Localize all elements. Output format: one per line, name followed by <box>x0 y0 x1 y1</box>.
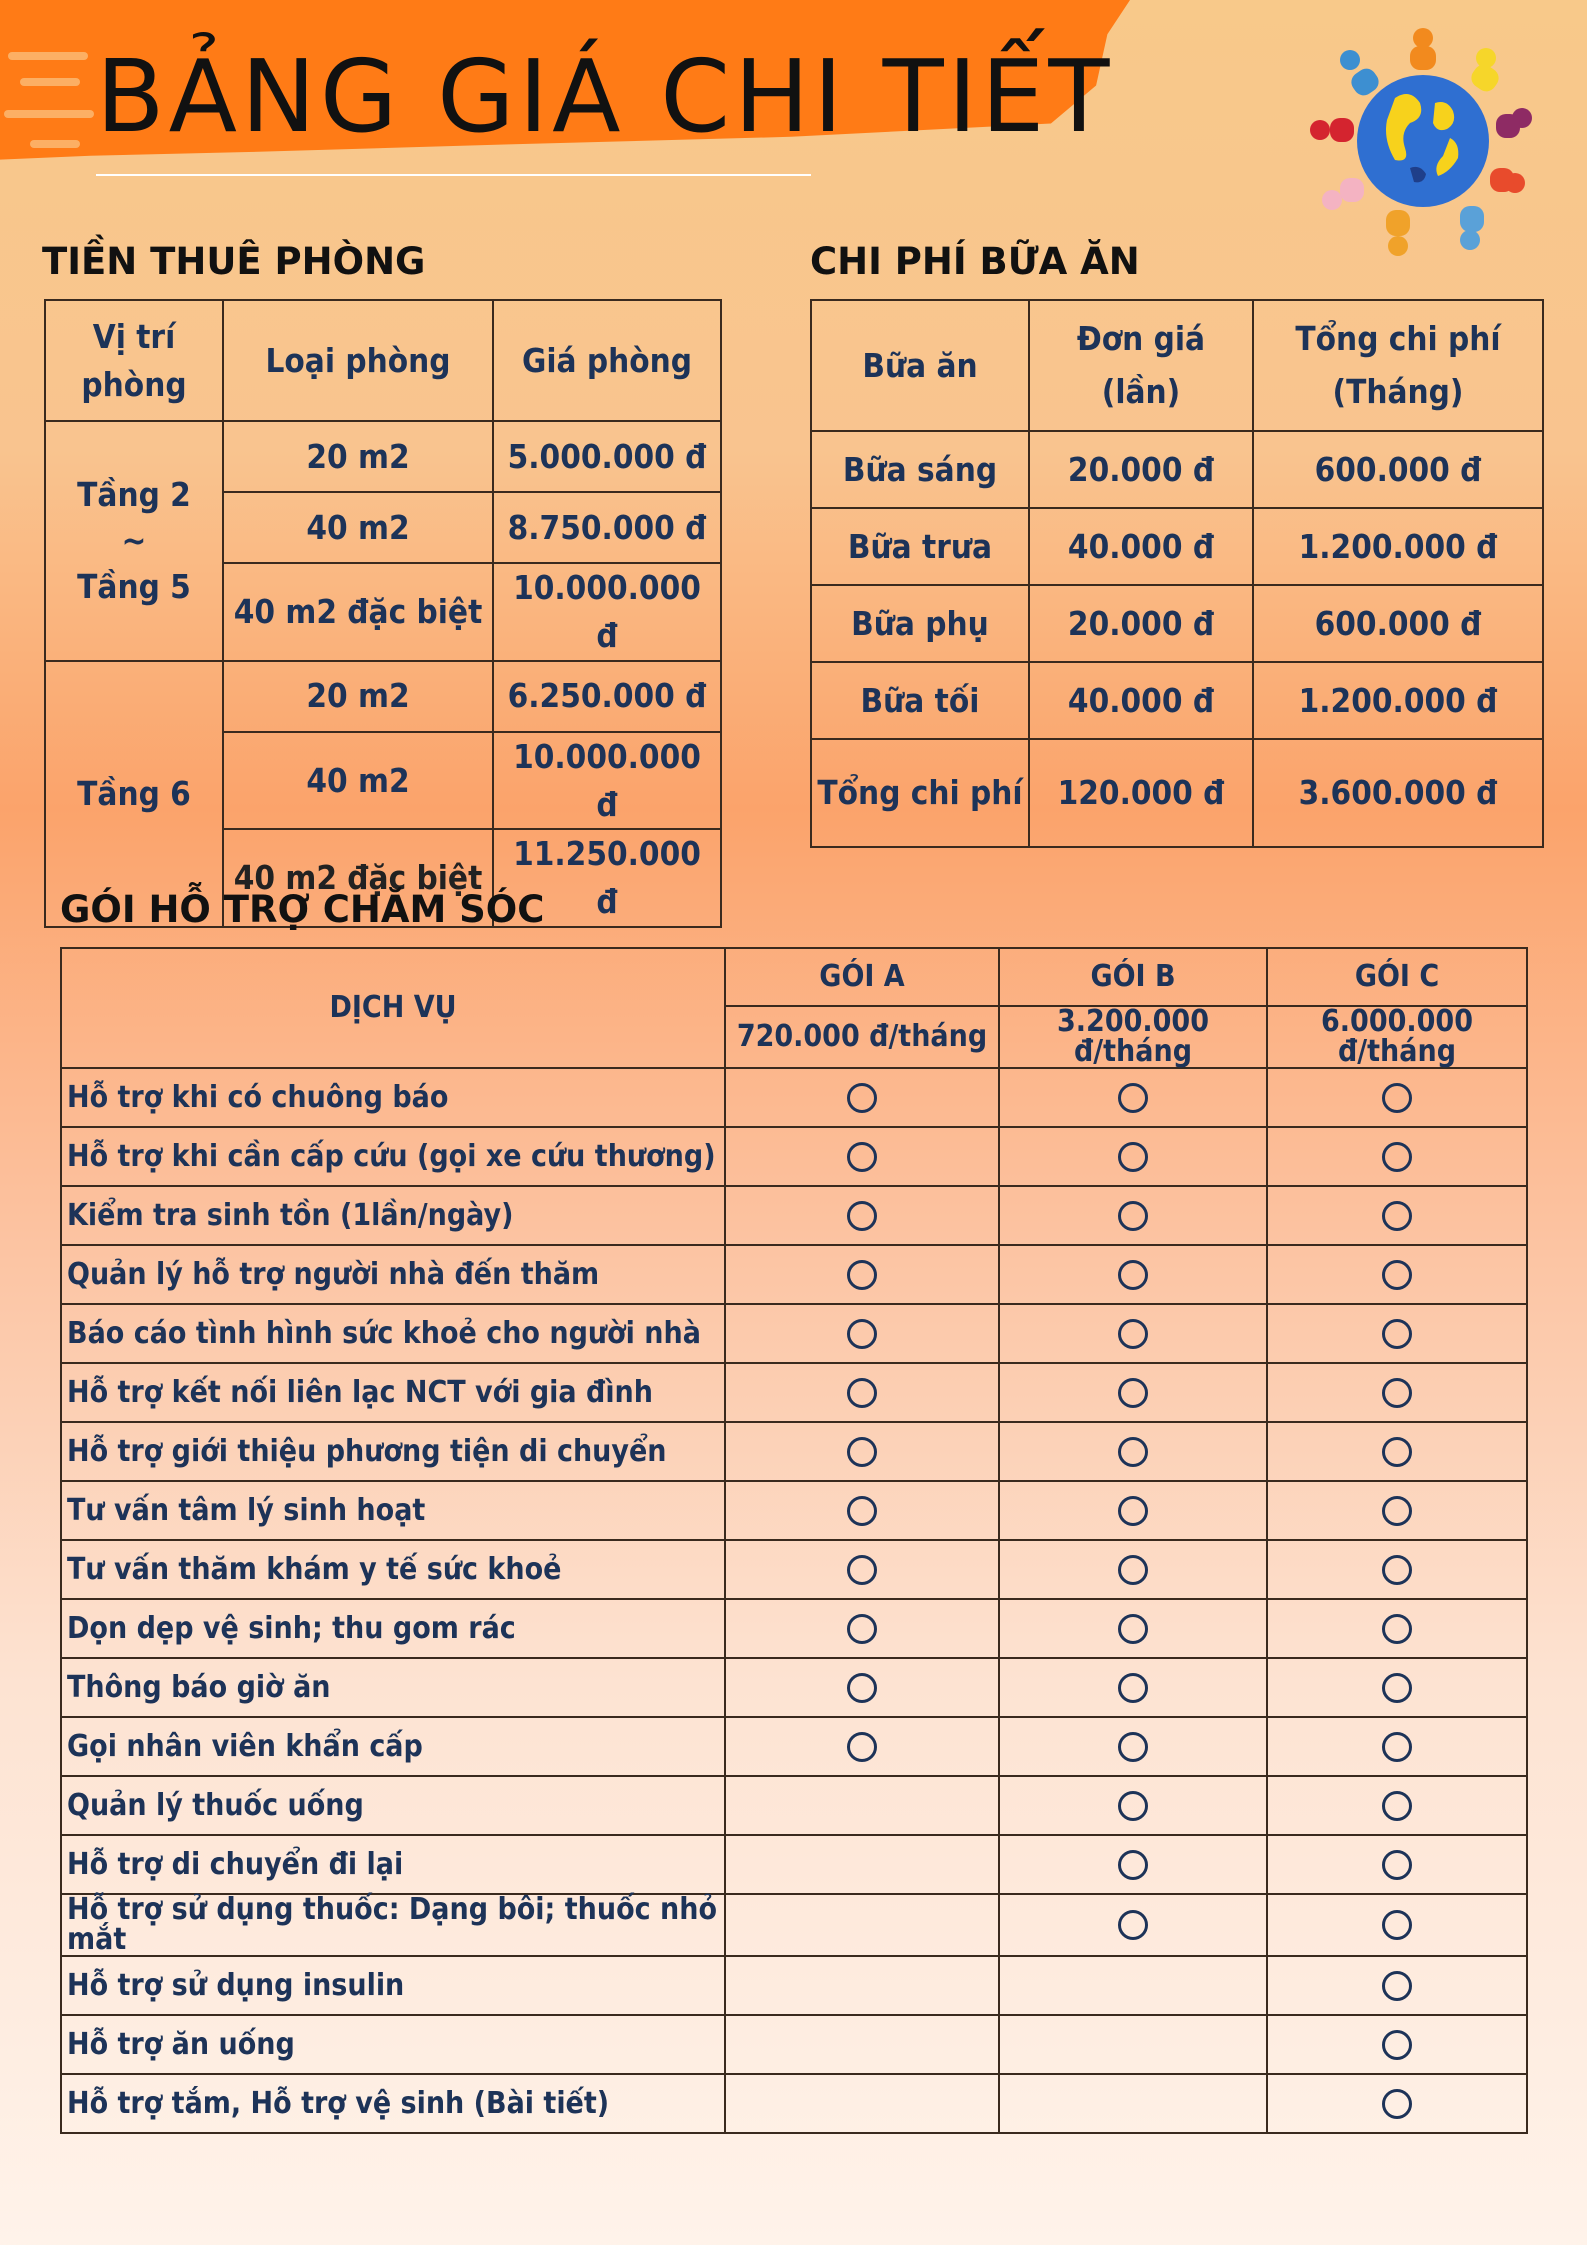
included-circle-icon <box>847 1142 877 1172</box>
package-a-cell <box>725 1068 999 1127</box>
brush-stroke <box>4 110 94 118</box>
brush-stroke <box>20 78 80 86</box>
service-row <box>61 1599 1527 1658</box>
package-b-cell <box>999 1658 1267 1717</box>
included-circle-icon <box>1382 1319 1412 1349</box>
meal-section-title: CHI PHÍ BỮA ĂN <box>810 240 1140 283</box>
service-row <box>61 1540 1527 1599</box>
meal-total-monthly: 3.600.000 đ <box>1253 739 1543 847</box>
included-circle-icon <box>847 1260 877 1290</box>
package-c-cell <box>1267 1186 1527 1245</box>
service-name: Gọi nhân viên khẩn cấp <box>61 1717 725 1776</box>
package-a-cell <box>725 1894 999 1956</box>
included-circle-icon <box>847 1201 877 1231</box>
included-circle-icon <box>1382 1971 1412 2001</box>
package-a-cell <box>725 1776 999 1835</box>
package-c-cell <box>1267 1776 1527 1835</box>
service-name: Hỗ trợ kết nối liên lạc NCT với gia đình <box>61 1363 725 1422</box>
package-c-cell <box>1267 1304 1527 1363</box>
package-b-cell <box>999 1717 1267 1776</box>
package-b-cell <box>999 1363 1267 1422</box>
package-a-name: GÓI A <box>725 948 999 1006</box>
rent-price: 5.000.000 đ <box>493 421 721 492</box>
service-row <box>61 1245 1527 1304</box>
package-b-cell <box>999 1599 1267 1658</box>
included-circle-icon <box>1382 1437 1412 1467</box>
included-circle-icon <box>847 1673 877 1703</box>
care-table-body <box>61 1068 1527 2133</box>
package-b-cell <box>999 1835 1267 1894</box>
rent-table <box>44 299 722 928</box>
service-row <box>61 1717 1527 1776</box>
included-circle-icon <box>847 1083 877 1113</box>
package-a-cell <box>725 1835 999 1894</box>
rent-section-title: TIỀN THUÊ PHÒNG <box>42 240 426 283</box>
included-circle-icon <box>847 1496 877 1526</box>
package-b-price: 3.200.000 đ/tháng <box>999 1006 1267 1068</box>
included-circle-icon <box>1118 1555 1148 1585</box>
included-circle-icon <box>847 1732 877 1762</box>
package-a-cell <box>725 1481 999 1540</box>
meal-monthly-total: 600.000 đ <box>1253 431 1543 508</box>
rent-floor-group: Tầng 6 <box>45 661 223 927</box>
package-b-cell <box>999 1068 1267 1127</box>
service-name: Hỗ trợ khi có chuông báo <box>61 1068 725 1127</box>
service-row <box>61 1658 1527 1717</box>
rent-room-type: 40 m2 đặc biệt <box>223 829 493 927</box>
title-underline <box>96 174 811 176</box>
rent-header-room-type: Loại phòng <box>223 300 493 421</box>
service-name: Hỗ trợ ăn uống <box>61 2015 725 2074</box>
service-row <box>61 2074 1527 2133</box>
package-a-cell <box>725 2074 999 2133</box>
package-a-cell <box>725 1186 999 1245</box>
service-row <box>61 1776 1527 1835</box>
included-circle-icon <box>1382 2030 1412 2060</box>
care-header-service: DỊCH VỤ <box>61 948 725 1068</box>
package-c-name: GÓI C <box>1267 948 1527 1006</box>
package-a-cell <box>725 1245 999 1304</box>
globe-people-logo <box>1300 18 1546 264</box>
meal-total-label: Tổng chi phí <box>811 739 1029 847</box>
package-c-cell <box>1267 1599 1527 1658</box>
included-circle-icon <box>1118 1142 1148 1172</box>
meal-header-unit-price: Đơn giá (lần) <box>1029 300 1253 431</box>
package-a-cell <box>725 1717 999 1776</box>
included-circle-icon <box>1382 1732 1412 1762</box>
package-b-cell <box>999 1894 1267 1956</box>
package-c-cell <box>1267 2074 1527 2133</box>
service-row <box>61 1481 1527 1540</box>
rent-header-price: Giá phòng <box>493 300 721 421</box>
package-c-cell <box>1267 1245 1527 1304</box>
included-circle-icon <box>1118 1910 1148 1940</box>
package-a-price: 720.000 đ/tháng <box>725 1006 999 1068</box>
included-circle-icon <box>1382 1496 1412 1526</box>
package-a-cell <box>725 1599 999 1658</box>
package-c-cell <box>1267 1481 1527 1540</box>
package-c-cell <box>1267 1956 1527 2015</box>
meal-monthly-total: 1.200.000 đ <box>1253 662 1543 739</box>
service-name: Hỗ trợ khi cần cấp cứu (gọi xe cứu thương) <box>61 1127 725 1186</box>
included-circle-icon <box>1118 1850 1148 1880</box>
meal-unit-price: 20.000 đ <box>1029 431 1253 508</box>
package-c-cell <box>1267 1658 1527 1717</box>
service-row <box>61 1956 1527 2015</box>
rent-room-type: 40 m2 <box>223 732 493 830</box>
rent-price: 8.750.000 đ <box>493 492 721 563</box>
package-b-cell <box>999 1540 1267 1599</box>
service-name: Tư vấn thăm khám y tế sức khoẻ <box>61 1540 725 1599</box>
service-row <box>61 1304 1527 1363</box>
service-name: Dọn dẹp vệ sinh; thu gom rác <box>61 1599 725 1658</box>
package-c-cell <box>1267 1422 1527 1481</box>
meal-name: Bữa trưa <box>811 508 1029 585</box>
package-a-cell <box>725 1658 999 1717</box>
meal-name: Bữa phụ <box>811 585 1029 662</box>
included-circle-icon <box>847 1319 877 1349</box>
service-name: Kiểm tra sinh tồn (1lần/ngày) <box>61 1186 725 1245</box>
included-circle-icon <box>1118 1496 1148 1526</box>
package-c-cell <box>1267 1717 1527 1776</box>
package-a-cell <box>725 1304 999 1363</box>
meal-header-monthly-total: Tổng chi phí (Tháng) <box>1253 300 1543 431</box>
included-circle-icon <box>1382 1555 1412 1585</box>
package-b-name: GÓI B <box>999 948 1267 1006</box>
service-name: Thông báo giờ ăn <box>61 1658 725 1717</box>
service-name: Hỗ trợ giới thiệu phương tiện di chuyển <box>61 1422 725 1481</box>
included-circle-icon <box>1118 1614 1148 1644</box>
package-b-cell <box>999 1127 1267 1186</box>
included-circle-icon <box>1382 1142 1412 1172</box>
meal-unit-price: 40.000 đ <box>1029 662 1253 739</box>
meal-monthly-total: 1.200.000 đ <box>1253 508 1543 585</box>
included-circle-icon <box>1382 1910 1412 1940</box>
meal-unit-price: 40.000 đ <box>1029 508 1253 585</box>
rent-room-type: 20 m2 <box>223 421 493 492</box>
included-circle-icon <box>1382 1201 1412 1231</box>
included-circle-icon <box>1118 1319 1148 1349</box>
included-circle-icon <box>1382 1083 1412 1113</box>
rent-floor-group: Tầng 2 ~ Tầng 5 <box>45 421 223 661</box>
package-c-price: 6.000.000 đ/tháng <box>1267 1006 1527 1068</box>
service-row <box>61 1894 1527 1956</box>
service-name: Báo cáo tình hình sức khoẻ cho người nhà <box>61 1304 725 1363</box>
included-circle-icon <box>847 1555 877 1585</box>
meal-monthly-total: 600.000 đ <box>1253 585 1543 662</box>
brush-stroke <box>30 140 80 148</box>
package-c-cell <box>1267 1540 1527 1599</box>
package-a-cell <box>725 1127 999 1186</box>
rent-room-type: 20 m2 <box>223 661 493 732</box>
rent-room-type: 40 m2 <box>223 492 493 563</box>
package-a-cell <box>725 2015 999 2074</box>
rent-price: 10.000.000 đ <box>493 563 721 661</box>
service-name: Hỗ trợ di chuyển đi lại <box>61 1835 725 1894</box>
service-row <box>61 2015 1527 2074</box>
service-row <box>61 1186 1527 1245</box>
meal-header-name: Bữa ăn <box>811 300 1029 431</box>
package-b-cell <box>999 1186 1267 1245</box>
rent-header-position: Vị trí phòng <box>45 300 223 421</box>
included-circle-icon <box>1382 1673 1412 1703</box>
package-a-cell <box>725 1956 999 2015</box>
included-circle-icon <box>1382 2089 1412 2119</box>
included-circle-icon <box>847 1378 877 1408</box>
package-a-cell <box>725 1363 999 1422</box>
meal-total-unit-price: 120.000 đ <box>1029 739 1253 847</box>
service-row <box>61 1127 1527 1186</box>
service-name: Quản lý hỗ trợ người nhà đến thăm <box>61 1245 725 1304</box>
package-b-cell <box>999 2074 1267 2133</box>
package-b-cell <box>999 1304 1267 1363</box>
included-circle-icon <box>1118 1673 1148 1703</box>
package-b-cell <box>999 1481 1267 1540</box>
included-circle-icon <box>1118 1201 1148 1231</box>
included-circle-icon <box>1382 1378 1412 1408</box>
care-package-table <box>60 947 1528 2134</box>
package-b-cell <box>999 1956 1267 2015</box>
package-c-cell <box>1267 1363 1527 1422</box>
included-circle-icon <box>1118 1378 1148 1408</box>
service-row <box>61 1835 1527 1894</box>
rent-price: 11.250.000 đ <box>493 829 721 927</box>
meal-unit-price: 20.000 đ <box>1029 585 1253 662</box>
meal-name: Bữa sáng <box>811 431 1029 508</box>
service-row <box>61 1363 1527 1422</box>
page-title: BẢNG GIÁ CHI TIẾT <box>96 38 1114 155</box>
figure-orange <box>1410 28 1436 70</box>
service-name: Hỗ trợ sử dụng insulin <box>61 1956 725 2015</box>
meal-table <box>810 299 1544 848</box>
included-circle-icon <box>1382 1614 1412 1644</box>
meal-name: Bữa tối <box>811 662 1029 739</box>
included-circle-icon <box>1382 1260 1412 1290</box>
package-c-cell <box>1267 1068 1527 1127</box>
rent-price: 6.250.000 đ <box>493 661 721 732</box>
service-row <box>61 1068 1527 1127</box>
package-b-cell <box>999 1245 1267 1304</box>
included-circle-icon <box>1118 1732 1148 1762</box>
included-circle-icon <box>847 1614 877 1644</box>
package-b-cell <box>999 1422 1267 1481</box>
included-circle-icon <box>1118 1083 1148 1113</box>
service-name: Quản lý thuốc uống <box>61 1776 725 1835</box>
package-a-cell <box>725 1540 999 1599</box>
included-circle-icon <box>1118 1260 1148 1290</box>
package-c-cell <box>1267 2015 1527 2074</box>
included-circle-icon <box>1382 1791 1412 1821</box>
package-c-cell <box>1267 1127 1527 1186</box>
package-c-cell <box>1267 1835 1527 1894</box>
service-row <box>61 1422 1527 1481</box>
included-circle-icon <box>1118 1791 1148 1821</box>
brush-stroke <box>8 52 88 60</box>
rent-room-type: 40 m2 đặc biệt <box>223 563 493 661</box>
included-circle-icon <box>847 1437 877 1467</box>
service-name: Hỗ trợ sử dụng thuốc: Dạng bôi; thuốc nhỏ mắt <box>61 1894 725 1956</box>
service-name: Hỗ trợ tắm, Hỗ trợ vệ sinh (Bài tiết) <box>61 2074 725 2133</box>
included-circle-icon <box>1382 1850 1412 1880</box>
rent-price: 10.000.000 đ <box>493 732 721 830</box>
service-name: Tư vấn tâm lý sinh hoạt <box>61 1481 725 1540</box>
package-b-cell <box>999 1776 1267 1835</box>
included-circle-icon <box>1118 1437 1148 1467</box>
care-section-title: GÓI HỖ TRỢ CHĂM SÓC <box>60 888 545 931</box>
package-b-cell <box>999 2015 1267 2074</box>
package-c-cell <box>1267 1894 1527 1956</box>
package-a-cell <box>725 1422 999 1481</box>
